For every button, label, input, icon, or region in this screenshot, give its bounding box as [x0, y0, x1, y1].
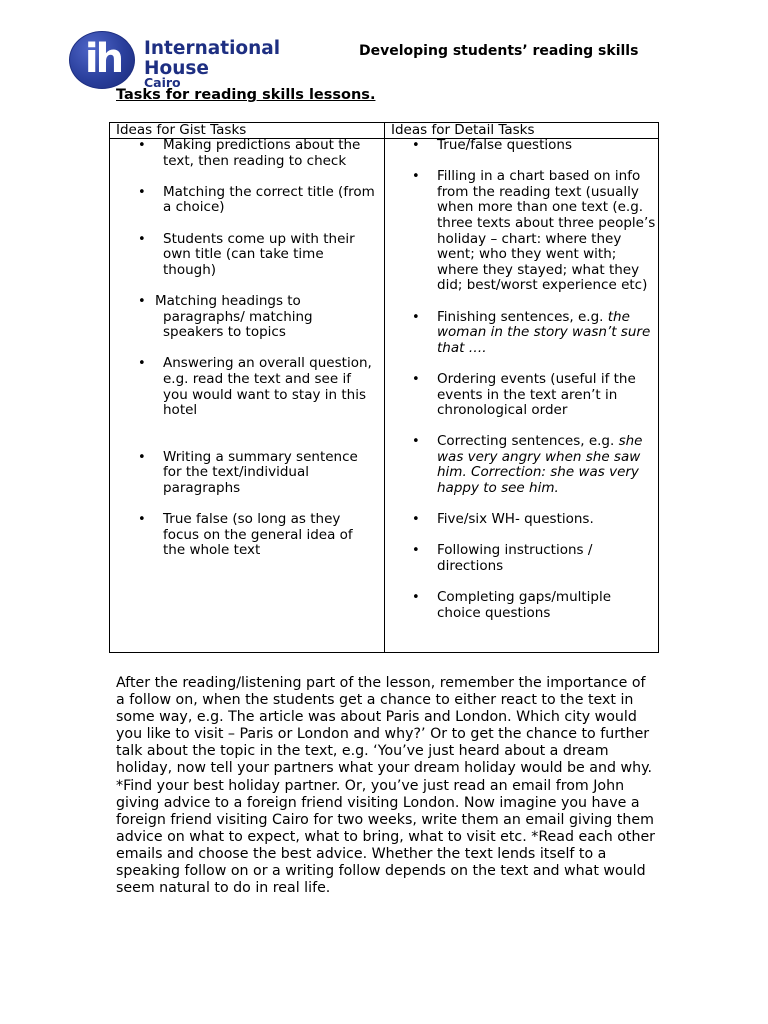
bullet-icon: • — [412, 543, 420, 559]
bullet-icon: • — [138, 184, 146, 200]
bullet-icon: • — [412, 371, 420, 387]
list-item: • Matching the correct title (from a choice) — [138, 183, 375, 216]
bullet-icon: • — [412, 169, 420, 185]
bullet-icon: • — [138, 356, 146, 372]
gist-task-list — [110, 138, 384, 574]
list-item: • Correcting sentences, e.g. she was very angry when she saw him. Correction: she was very happy to see him. — [412, 433, 643, 497]
list-item: • Ordering events (useful if the events in the text aren’t in chronological order — [412, 370, 636, 419]
bullet-icon: • — [412, 138, 420, 153]
logo-mark: ih — [84, 36, 122, 82]
list-item: • Answering an overall question, e.g. read the text and see if you would want to stay in this hotel — [138, 355, 372, 419]
bullet-icon: • — [138, 512, 146, 528]
bullet-icon: • — [138, 293, 146, 309]
bullet-icon: • — [138, 231, 146, 247]
follow-on-paragraph: After the reading/listening part of the lesson, remember the importance of a follow on, when the students get a chance to either react to the text in some way, e.g. The article was about Paris and London. Which city would you like to visit – Paris or London and why?’ Or to get the chance to further talk about the topic in the text, e.g. ‘You’ve just heard about a dream holiday, now tell your partners what your dream holiday would be and why. *Find your best holiday partner. Or, you’ve just read an email from John giving advice to a foreign friend visiting London. Now imagine you have a foreign friend visiting Cairo for two weeks, write them an email giving them advice on what to expect, what to bring, what to visit etc. *Read each other emails and choose the best advice. Whether the text lends itself to a speaking follow on or a writing follow depends on the text and what would seem natural to do in real life. — [116, 675, 656, 897]
detail-task-list — [385, 138, 660, 637]
bullet-icon: • — [412, 434, 420, 450]
bullet-icon: • — [412, 512, 420, 528]
bullet-icon: • — [138, 138, 146, 153]
list-item: • Finishing sentences, e.g. the woman in the story wasn’t sure that …. — [412, 308, 651, 356]
international-house-logo — [69, 31, 289, 91]
list-item: • Matching headings to paragraphs/ matching speakers to topics — [138, 292, 313, 341]
list-item: • Making predictions about the text, then reading to check — [138, 137, 361, 169]
list-item: • Writing a summary sentence for the text/individual paragraphs — [138, 448, 358, 496]
bullet-icon: • — [412, 590, 420, 606]
list-item: • Following instructions / directions — [412, 542, 593, 575]
list-item: • True false (so long as they focus on the general idea of the whole text — [138, 511, 353, 559]
bullet-icon: • — [138, 449, 146, 465]
ideas-table — [109, 122, 659, 653]
list-item: • Filling in a chart based on info from the reading text (usually when more than one text (e.g. three texts about three people’s holiday – chart: where they went; who they went with; where they stayed; what they did; best/worst experience etc) — [412, 168, 656, 294]
ih-logo-circle-icon — [69, 31, 135, 89]
document-title: Tasks for reading skills lessons. — [116, 87, 376, 103]
gist-column-header: Ideas for Gist Tasks — [116, 122, 247, 138]
logo-line-1: International — [144, 38, 281, 59]
logo-line-2: House — [144, 57, 209, 79]
list-item: • Students come up with their own title (can take time though) — [138, 230, 355, 278]
list-item: • Completing gaps/multiple choice questions — [412, 589, 612, 621]
logo-wordmark — [144, 39, 280, 78]
list-item: • True/false questions — [412, 137, 572, 153]
bullet-icon: • — [412, 309, 420, 325]
detail-column-header: Ideas for Detail Tasks — [391, 122, 535, 138]
logo-city: Cairo — [144, 75, 181, 90]
list-item: • Five/six WH- questions. — [412, 511, 594, 528]
header-title: Developing students’ reading skills — [359, 43, 639, 59]
